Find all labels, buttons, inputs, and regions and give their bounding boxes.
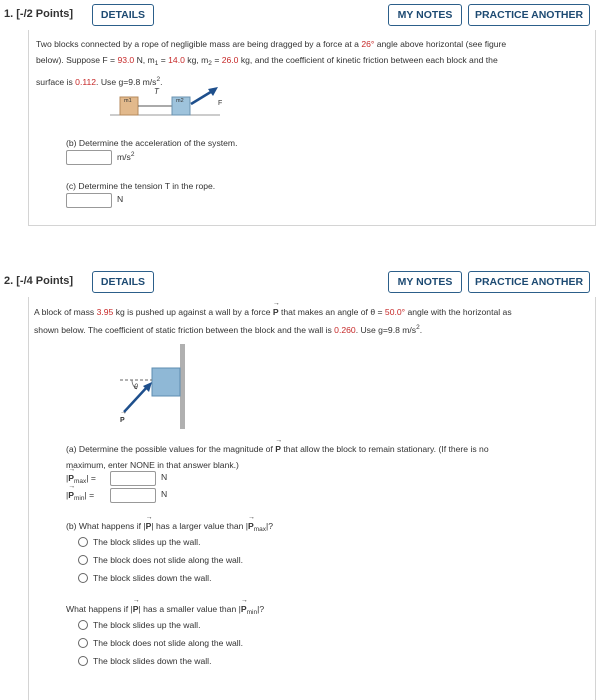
q2-b-option-3-radio[interactable] bbox=[78, 573, 88, 583]
wall bbox=[180, 344, 185, 429]
details-button[interactable]: DETAILS bbox=[92, 4, 154, 26]
question-2-number: 2. [-/4 Points] bbox=[4, 275, 74, 287]
figure-label-f: F bbox=[218, 100, 223, 107]
question-2-header bbox=[0, 267, 600, 297]
details-button[interactable]: DETAILS bbox=[92, 271, 154, 293]
figure-label-t: T bbox=[154, 87, 159, 96]
pmin-input[interactable] bbox=[110, 488, 156, 503]
pmin-label: |→ $P_{min}|$ = bbox=[66, 487, 94, 507]
q2-b-option-1-label[interactable]: The block slides up the wall. bbox=[93, 537, 201, 547]
question-2-problem-text: A block of mass 3.95 kg is pushed up against a wall by a force → P that makes an angle of θ = 50.0° angle with the horizontal as shown below. The coefficient of static friction between the block and the wall is 0.260. Use g=9.8 $m/s^2$. bbox=[34, 304, 589, 338]
q2-part-b-question: (b) What happens if |→ P| has a larger value than |→ $P_{max}|$? bbox=[66, 518, 273, 538]
pmax-input[interactable] bbox=[110, 471, 156, 486]
figure-label-m2: m2 bbox=[176, 98, 184, 104]
q2-c-option-1-label[interactable]: The block slides up the wall. bbox=[93, 620, 201, 630]
q2-b-option-3-label[interactable]: The block slides down the wall. bbox=[93, 573, 212, 583]
q2-part-c-question: What happens if |→ P| has a smaller value than |→ $P_{min}|$? bbox=[66, 601, 264, 621]
my-notes-button[interactable]: MY NOTES bbox=[388, 271, 462, 293]
question-1-problem-text: Two blocks connected by a rope of negligible mass are being dragged by a force at a 26° angle above horizontal (see figure below). Suppose F = 93.0 N, $m_1 = 14.0$ kg, $m_2 = 26.0$ kg, and the coefficient of kinetic friction between each block and the surface is 0.112. Use g=9.8 $m/s^2$. bbox=[36, 39, 507, 87]
my-notes-button[interactable]: MY NOTES bbox=[388, 4, 462, 26]
q1-acceleration-input[interactable] bbox=[66, 150, 112, 165]
question-1-header bbox=[0, 0, 600, 30]
practice-another-button[interactable]: PRACTICE ANOTHER bbox=[468, 4, 590, 26]
q2-b-option-2-label[interactable]: The block does not slide along the wall. bbox=[93, 555, 244, 565]
q2-c-option-3-label[interactable]: The block slides down the wall. bbox=[93, 656, 212, 666]
question-1-points: [-/2 Points] bbox=[16, 8, 74, 20]
q1-tension-unit: N bbox=[117, 194, 124, 204]
pmin-unit: N bbox=[161, 489, 168, 499]
block bbox=[152, 368, 180, 396]
q2-part-a-label: (a) Determine the possible values for the magnitude of → P that allow the block to remain stationary. (If there is no maximum, enter NONE in that answer blank.) bbox=[66, 441, 586, 473]
q1-tension-input[interactable] bbox=[66, 193, 112, 208]
figure-label-p: → P bbox=[120, 416, 125, 426]
practice-another-button[interactable]: PRACTICE ANOTHER bbox=[468, 271, 590, 293]
pmax-unit: N bbox=[161, 472, 168, 482]
q2-b-option-1-radio[interactable] bbox=[78, 537, 88, 547]
pmax-label: |→ $P_{max}|$ = bbox=[66, 470, 96, 490]
q1-part-c-label: (c) Determine the tension T in the rope. bbox=[66, 181, 216, 191]
figure-label-m1: m1 bbox=[124, 98, 132, 104]
q2-c-option-2-label[interactable]: The block does not slide along the wall. bbox=[93, 638, 244, 648]
q1-acceleration-unit: $m/s^2$ bbox=[117, 151, 135, 162]
question-1-number: 1. [-/2 Points] bbox=[4, 8, 74, 20]
question-2-points: [-/4 Points] bbox=[16, 275, 74, 287]
figure-label-theta: θ bbox=[134, 384, 138, 391]
q2-c-option-1-radio[interactable] bbox=[78, 620, 88, 630]
q2-c-option-3-radio[interactable] bbox=[78, 656, 88, 666]
q1-part-b-label: (b) Determine the acceleration of the system. bbox=[66, 138, 238, 148]
q2-c-option-2-radio[interactable] bbox=[78, 638, 88, 648]
q2-b-option-2-radio[interactable] bbox=[78, 555, 88, 565]
